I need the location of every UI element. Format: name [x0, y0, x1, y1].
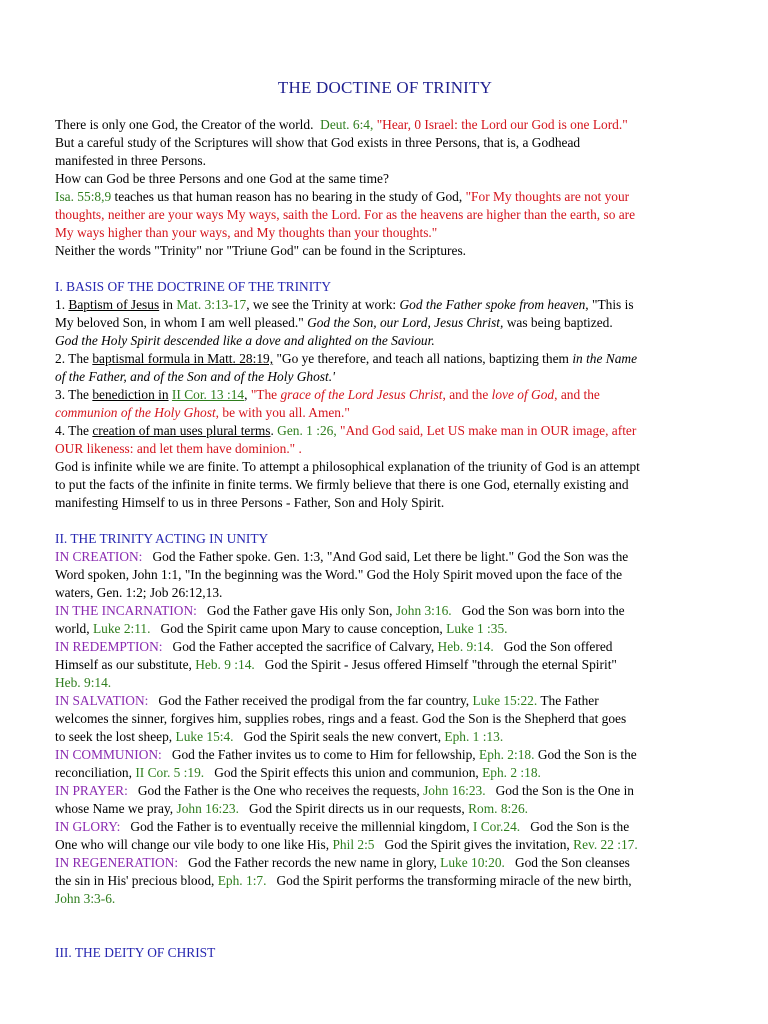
scripture-reference: Luke 1 :35.: [446, 621, 508, 636]
text: "The: [250, 387, 278, 402]
text: God the Son is the One in: [495, 783, 634, 798]
scripture-reference: John 3:16.: [395, 603, 452, 618]
unity-salvation: [55, 728, 723, 746]
unity-salvation: [55, 692, 723, 710]
scripture-reference: John 16:23.: [423, 783, 486, 798]
text: Himself as our substitute,: [55, 657, 192, 672]
text: There is only one God, the Creator of the world.: [55, 117, 314, 132]
scripture-reference: Eph. 1:7.: [217, 873, 267, 888]
text: God the Father spoke from heaven: [399, 297, 586, 312]
section-heading: I. BASIS OF THE DOCTRINE OF THE TRINITY: [55, 279, 332, 294]
scripture-reference: Rom. 8:26.: [468, 801, 529, 816]
scripture-reference: Phil 2:5: [332, 837, 375, 852]
intro-line: manifested in three Persons.: [55, 153, 206, 168]
underlined-term: Baptism of Jesus: [68, 297, 160, 312]
scripture-quote: "For My thoughts are not your: [465, 189, 630, 204]
text: God the Father is the One who receives the requests,: [137, 783, 420, 798]
scripture-reference: Luke 15:4.: [175, 729, 234, 744]
text: One who will change our vile body to one like His,: [55, 837, 330, 852]
paragraph-line: to put the facts of the infinite in finite terms. We firmly believe that there is one God, eternally existing and: [55, 477, 629, 492]
text: God the Father invites us to come to Him for fellowship,: [171, 747, 476, 762]
text: , and the: [554, 387, 600, 402]
text: God the Son offered: [503, 639, 613, 654]
unity-prayer: [55, 800, 723, 818]
document-title: THE DOCTINE OF TRINITY: [277, 78, 493, 97]
text: God the Father is to eventually receive the millennial kingdom,: [130, 819, 470, 834]
underlined-term: benediction in: [92, 387, 169, 402]
scripture-reference: Isa. 55:8,9: [55, 189, 112, 204]
text: world,: [55, 621, 90, 636]
text: God the Father records the new name in glory,: [188, 855, 437, 870]
intro-line: [55, 116, 723, 134]
text: 3. The: [55, 387, 89, 402]
text: , and the: [442, 387, 489, 402]
text: God the Spirit performs the transforming miracle of the new birth,: [276, 873, 632, 888]
text: in: [162, 297, 173, 312]
point-1: God the Holy Spirit descended like a dove and alighted on the Saviour.: [55, 333, 435, 348]
text: God the Spirit - Jesus offered Himself "through the eternal Spirit": [264, 657, 617, 672]
scripture-reference: Luke 10:20.: [440, 855, 505, 870]
scripture-reference: John 16:23.: [176, 801, 239, 816]
scripture-quote: thoughts, neither are your ways My ways, saith the Lord. For as the heavens are higher than the earth, so are: [55, 207, 636, 222]
paragraph-line: God is infinite while we are finite. To attempt a philosophical explanation of the triunity of God is an attempt: [55, 459, 640, 474]
section-heading: II. THE TRINITY ACTING IN UNITY: [55, 531, 269, 546]
unity-communion: [55, 746, 723, 764]
intro-line: [55, 188, 723, 206]
scripture-reference: Mat. 3:13-17: [176, 297, 247, 312]
text: God the Father spoke. Gen. 1:3, "And God said, Let there be light." God the Son was the: [152, 549, 629, 564]
unity-salvation: welcomes the sinner, forgives him, supplies robes, rings and a feast. God the Son is the Shepherd that goes: [55, 711, 627, 726]
unity-label: IN CREATION:: [55, 549, 143, 564]
text: , "This is: [585, 297, 634, 312]
scripture-quote: OUR likeness: and let them have dominion." .: [55, 441, 302, 456]
scripture-reference: Heb. 9:14.: [437, 639, 494, 654]
unity-label: IN GLORY:: [55, 819, 121, 834]
text: grace of the Lord Jesus Christ: [280, 387, 443, 402]
unity-label: IN COMMUNION:: [55, 747, 162, 762]
scripture-reference: Eph. 2:18.: [479, 747, 535, 762]
paragraph-line: manifesting Himself to us in three Persons - Father, Son and Holy Spirit.: [55, 495, 445, 510]
unity-glory: [55, 836, 723, 854]
point-1: [55, 314, 723, 332]
text: whose Name we pray,: [55, 801, 174, 816]
text: God the Spirit gives the invitation,: [384, 837, 570, 852]
unity-redemption: [55, 656, 723, 674]
unity-creation: [55, 548, 723, 566]
intro-line: Neither the words "Trinity" nor "Triune God" can be found in the Scriptures.: [55, 243, 467, 258]
text: , we see the Trinity at work:: [246, 297, 397, 312]
point-3: [55, 404, 723, 422]
unity-label: IN REGENERATION:: [55, 855, 179, 870]
unity-creation: Word spoken, John 1:1, "In the beginning was the Word." God the Holy Spirit moved upon the face of the: [55, 567, 623, 582]
point-1: [55, 296, 723, 314]
text: reconciliation,: [55, 765, 132, 780]
unity-prayer: [55, 782, 723, 800]
text: teaches us that human reason has no bearing in the study of God,: [114, 189, 463, 204]
scripture-quote: My ways higher than your ways, and My thoughts than your thoughts.": [55, 225, 438, 240]
unity-label: IN SALVATION:: [55, 693, 149, 708]
text: was being baptized.: [506, 315, 613, 330]
text: God the Son was born into the: [461, 603, 625, 618]
unity-regeneration: [55, 872, 723, 890]
point-2: of the Father, and of the Son and of the Holy Ghost.': [55, 369, 335, 384]
scripture-reference: Luke 2:11.: [92, 621, 151, 636]
unity-label: IN THE INCARNATION:: [55, 603, 197, 618]
scripture-reference: Deut. 6:4,: [320, 117, 374, 132]
text: God the Son, our Lord, Jesus Christ,: [307, 315, 504, 330]
text: communion of the Holy Ghost: [55, 405, 216, 420]
text: God the Father accepted the sacrifice of Calvary,: [172, 639, 435, 654]
text: ,: [244, 387, 248, 402]
unity-glory: [55, 818, 723, 836]
unity-regeneration: [55, 854, 723, 872]
unity-redemption: [55, 638, 723, 656]
text: God the Father gave His only Son,: [206, 603, 393, 618]
unity-label: IN REDEMPTION:: [55, 639, 163, 654]
scripture-reference: John 3:3-6.: [55, 891, 116, 906]
text: God the Spirit came upon Mary to cause conception,: [160, 621, 443, 636]
intro-line: But a careful study of the Scriptures will show that God exists in three Persons, that is, a Godhead: [55, 135, 581, 150]
scripture-quote: "Hear, 0 Israel: the Lord our God is one Lord.": [376, 117, 628, 132]
text: God the Son is the: [530, 819, 630, 834]
scripture-quote: "And God said, Let US make man in OUR image, after: [340, 423, 637, 438]
scripture-reference: Eph. 2 :18.: [482, 765, 541, 780]
text: The Father: [540, 693, 599, 708]
scripture-reference: Gen. 1 :26,: [277, 423, 337, 438]
scripture-reference: I Cor.24.: [472, 819, 521, 834]
point-4: [55, 422, 723, 440]
point-2: [55, 350, 723, 368]
unity-incarnation: [55, 602, 723, 620]
text: God the Spirit effects this union and communion,: [214, 765, 479, 780]
text: in the Name: [572, 351, 638, 366]
text: 1.: [55, 297, 66, 312]
scripture-reference: Luke 15:22.: [472, 693, 538, 708]
text: My beloved Son, in whom I am well pleased.": [55, 315, 304, 330]
text: to seek the lost sheep,: [55, 729, 173, 744]
text: .: [270, 423, 274, 438]
underlined-term: creation of man uses plural terms: [92, 423, 271, 438]
unity-label: IN PRAYER:: [55, 783, 128, 798]
scripture-reference: Rev. 22 :17.: [573, 837, 638, 852]
text: God the Spirit directs us in our requests,: [249, 801, 465, 816]
text: "Go ye therefore, and teach all nations, baptizing them: [276, 351, 569, 366]
scripture-reference: II Cor. 13 :14: [171, 387, 245, 402]
scripture-reference: Eph. 1 :13.: [444, 729, 504, 744]
scripture-reference: II Cor. 5 :19.: [135, 765, 205, 780]
section-heading: III. THE DEITY OF CHRIST: [55, 945, 216, 960]
text: 4. The: [55, 423, 89, 438]
text: love of God: [491, 387, 555, 402]
unity-incarnation: [55, 620, 723, 638]
text: God the Son is the: [537, 747, 637, 762]
text: , be with you all. Amen.": [215, 405, 350, 420]
text: God the Spirit seals the new convert,: [243, 729, 442, 744]
unity-communion: [55, 764, 723, 782]
text: the sin in His' precious blood,: [55, 873, 215, 888]
scripture-reference: Heb. 9 :14.: [195, 657, 255, 672]
text: 2. The: [55, 351, 89, 366]
scripture-reference: Heb. 9:14.: [55, 675, 112, 690]
intro-line: How can God be three Persons and one God at the same time?: [55, 171, 389, 186]
text: God the Son cleanses: [514, 855, 630, 870]
point-3: [55, 386, 723, 404]
underlined-term: baptismal formula in Matt. 28:19,: [92, 351, 274, 366]
unity-creation: waters, Gen. 1:2; Job 26:12,13.: [55, 585, 223, 600]
text: God the Father received the prodigal from the far country,: [158, 693, 470, 708]
document-body: [55, 116, 723, 962]
